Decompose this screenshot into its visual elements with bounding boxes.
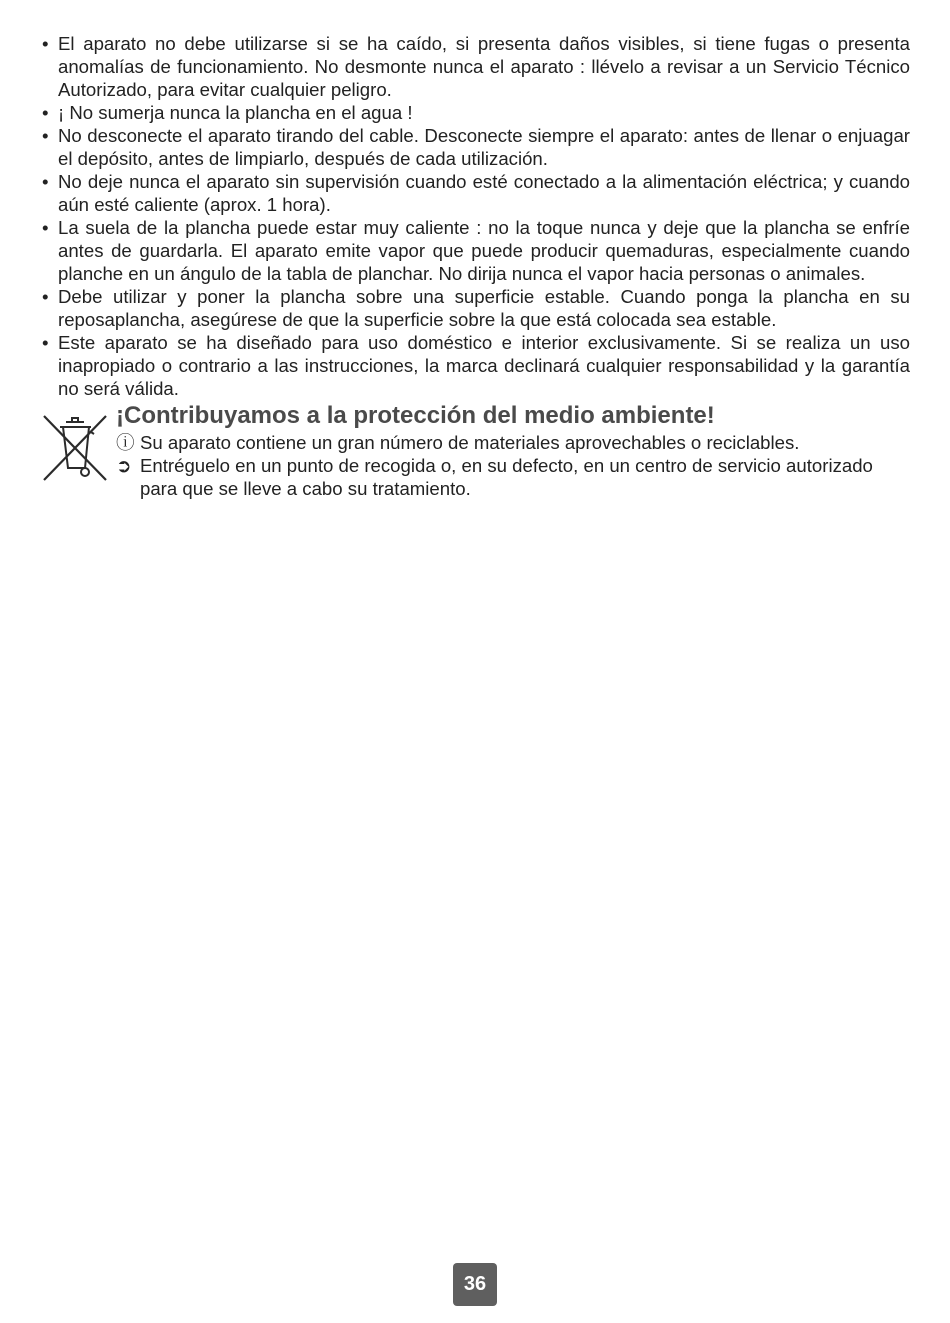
bullet-dot: • — [42, 102, 49, 123]
bullet-item — [42, 331, 910, 400]
bullet-text: ¡ No sumerja nunca la plancha en el agua ! — [58, 102, 413, 123]
bullet-item — [42, 32, 910, 101]
page-number-badge: 36 — [453, 1263, 497, 1306]
bullet-dot: • — [42, 125, 49, 146]
instruction-line — [116, 454, 906, 500]
bullet-text: El aparato no debe utilizarse si se ha caído, si presenta daños visibles, si tiene fugas o presenta anomalías de funcionamiento. No desmonte nunca el aparato : llévelo a revisar a un Servicio Técnico Autorizado, para evitar cualquier peligro. — [58, 33, 910, 100]
bullet-dot: • — [42, 217, 49, 238]
bullet-item — [42, 170, 910, 216]
safety-bullet-list — [42, 32, 910, 400]
info-line — [116, 431, 906, 454]
arrow-icon: ➲ — [116, 455, 132, 476]
section-title: ¡Contribuyamos a la protección del medio ambiente! — [116, 402, 715, 429]
bullet-text: No desconecte el aparato tirando del cable. Desconecte siempre el aparato: antes de llenar o enjuagar el depósito, antes de limpiarlo, después de cada utilización. — [58, 125, 910, 169]
bullet-item — [42, 285, 910, 331]
crossed-out-wheelie-bin-icon — [42, 413, 108, 483]
bullet-dot: • — [42, 332, 49, 353]
bullet-item — [42, 216, 910, 285]
bullet-dot: • — [42, 171, 49, 192]
bullet-text: La suela de la plancha puede estar muy caliente : no la toque nunca y deje que la plancha se enfríe antes de guardarla. El aparato emite vapor que puede producir quemaduras, especialmente cuando planche en un ángulo de la tabla de planchar. No dirija nunca el vapor hacia personas o animales. — [58, 217, 910, 284]
info-text: Su aparato contiene un gran número de materiales aprovechables o reciclables. — [140, 432, 800, 453]
bullet-item — [42, 124, 910, 170]
bullet-text: No deje nunca el aparato sin supervisión cuando esté conectado a la alimentación eléctrica; y cuando aún esté caliente (aprox. 1 hora). — [58, 171, 910, 215]
instruction-text: Entréguelo en un punto de recogida o, en su defecto, en un centro de servicio autorizado para que se lleve a cabo su tratamiento. — [140, 455, 873, 499]
bullet-text: Debe utilizar y poner la plancha sobre una superficie estable. Cuando ponga la plancha en su reposaplancha, asegúrese de que la superficie sobre la que está colocada sea estable. — [58, 286, 910, 330]
bullet-dot: • — [42, 33, 49, 54]
bullet-text: Este aparato se ha diseñado para uso doméstico e interior exclusivamente. Si se realiza un uso inapropiado o contrario a las instrucciones, la marca declinará cualquier responsabilidad y la garantía no será válida. — [58, 332, 910, 399]
info-icon: ⓘ — [116, 432, 135, 453]
bullet-dot: • — [42, 286, 49, 307]
bullet-item — [42, 101, 910, 124]
